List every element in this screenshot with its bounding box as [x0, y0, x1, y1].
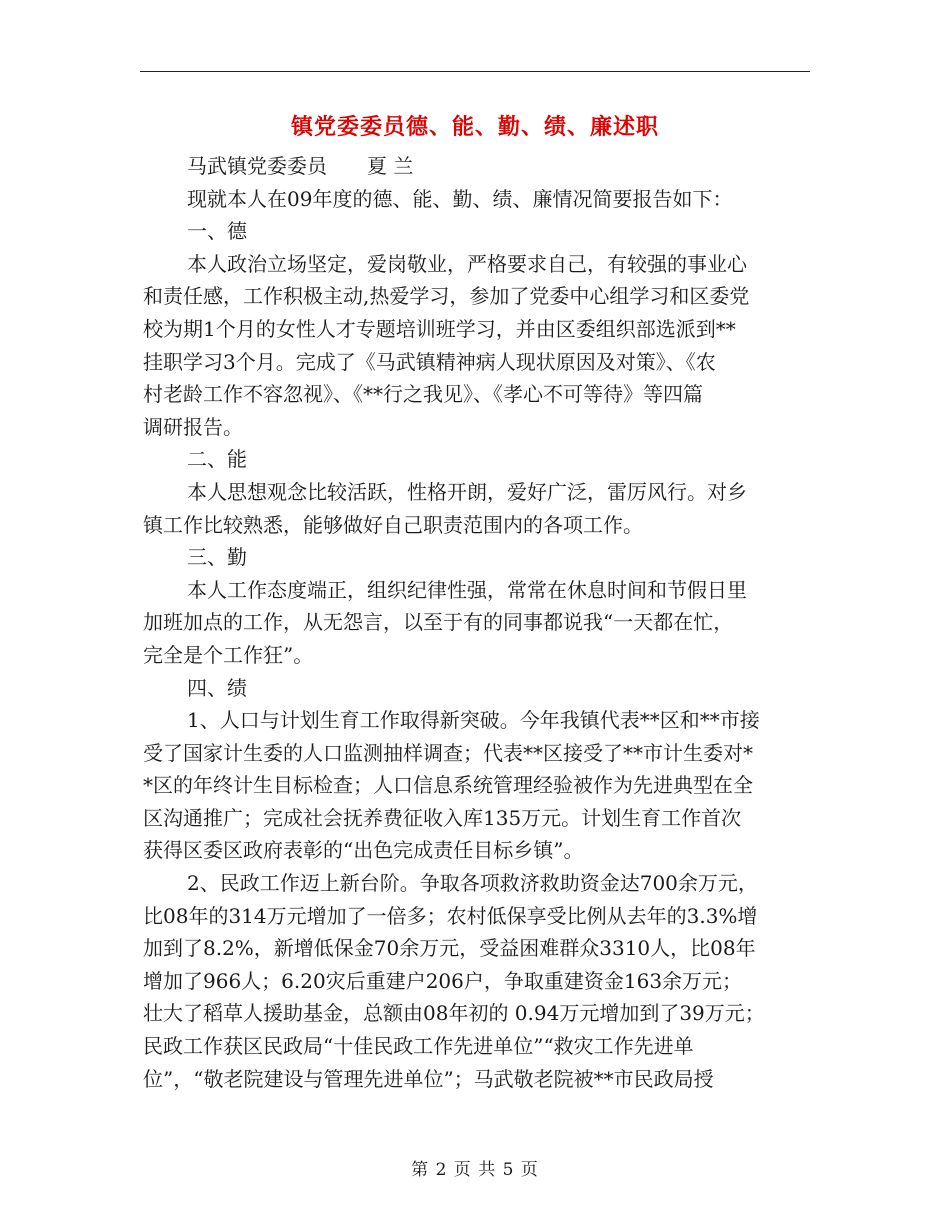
paragraph-line: 一、德 [187, 219, 247, 244]
paragraph-line: 村老龄工作不容忽视》、《**行之我见》、《孝心不可等待》等四篇 [143, 382, 703, 407]
paragraph-line: 挂职学习3个月。完成了《马武镇精神病人现状原因及对策》、《农 [143, 349, 716, 374]
paragraph-line: 比08年的314万元增加了一倍多；农村低保享受比例从去年的3.3%增 [143, 903, 758, 928]
paragraph-line: 二、能 [187, 447, 247, 472]
paragraph-line: 受了国家计生委的人口监测抽样调查；代表**区接受了**市计生委对* [143, 740, 753, 765]
paragraph-line: 马武镇党委委员 夏 兰 [187, 154, 414, 178]
paragraph-line: 增加了966人；6.20灾后重建户206户，争取重建资金163余万元； [143, 968, 743, 993]
paragraph-line: 壮大了稻草人援助基金，总额由08年初的 0.94万元增加到了39万元； [143, 1001, 765, 1026]
paragraph-line: 2、民政工作迈上新台阶。争取各项救济救助资金达700余万元， [187, 871, 758, 896]
paragraph-line: 民政工作获区民政局“十佳民政工作先进单位”“救灾工作先进单 [143, 1034, 694, 1059]
paragraph-line: 镇工作比较熟悉，能够做好自己职责范围内的各项工作。 [143, 512, 643, 537]
paragraph-line: 本人工作态度端正，组织纪律性强，常常在休息时间和节假日里 [187, 577, 747, 602]
paragraph-line: 本人政治立场坚定，爱岗敬业，严格要求自己，有较强的事业心 [187, 251, 747, 276]
paragraph-line: 获得区委区政府表彰的“出色完成责任目标乡镇”。 [143, 838, 584, 863]
paragraph-line: 调研报告。 [143, 414, 243, 439]
paragraph-line: 本人思想观念比较活跃，性格开朗，爱好广泛，雷厉风行。对乡 [187, 479, 747, 504]
paragraph-line: 完全是个工作狂”。 [143, 642, 314, 667]
paragraph-line: 和责任感，工作积极主动,热爱学习，参加了党委中心组学习和区委党 [143, 284, 750, 309]
paragraph-line: 四、绩 [187, 675, 247, 700]
paragraph-line: 位”，“敬老院建设与管理先进单位”；马武敬老院被**市民政局授 [143, 1066, 714, 1091]
header-rule [140, 71, 810, 72]
document-title: 镇党委委员德、能、勤、绩、廉述职 [290, 115, 659, 140]
paragraph-line: 校为期1个月的女性人才专题培训班学习，并由区委组织部选派到** [143, 316, 736, 341]
paragraph-line: 现就本人在09年度的德、能、勤、绩、廉情况简要报告如下： [187, 186, 733, 211]
paragraph-line: 三、勤 [187, 545, 247, 570]
paragraph-line: 1、人口与计划生育工作取得新突破。今年我镇代表**区和**市接 [187, 708, 760, 733]
paragraph-line: 加到了8.2%，新增低保金70余万元，受益困难群众3310人，比08年 [143, 936, 756, 961]
page-footer: 第 2 页 共 5 页 [411, 1160, 539, 1180]
document-body [143, 150, 811, 1095]
paragraph-line: 区沟通推广；完成社会抚养费征收入库135万元。计划生育工作首次 [143, 805, 742, 830]
paragraph-line: *区的年终计生目标检查；人口信息系统管理经验被作为先进典型在全 [143, 773, 753, 798]
paragraph-line: 加班加点的工作，从无怨言，以至于有的同事都说我“一天都在忙， [143, 610, 734, 635]
